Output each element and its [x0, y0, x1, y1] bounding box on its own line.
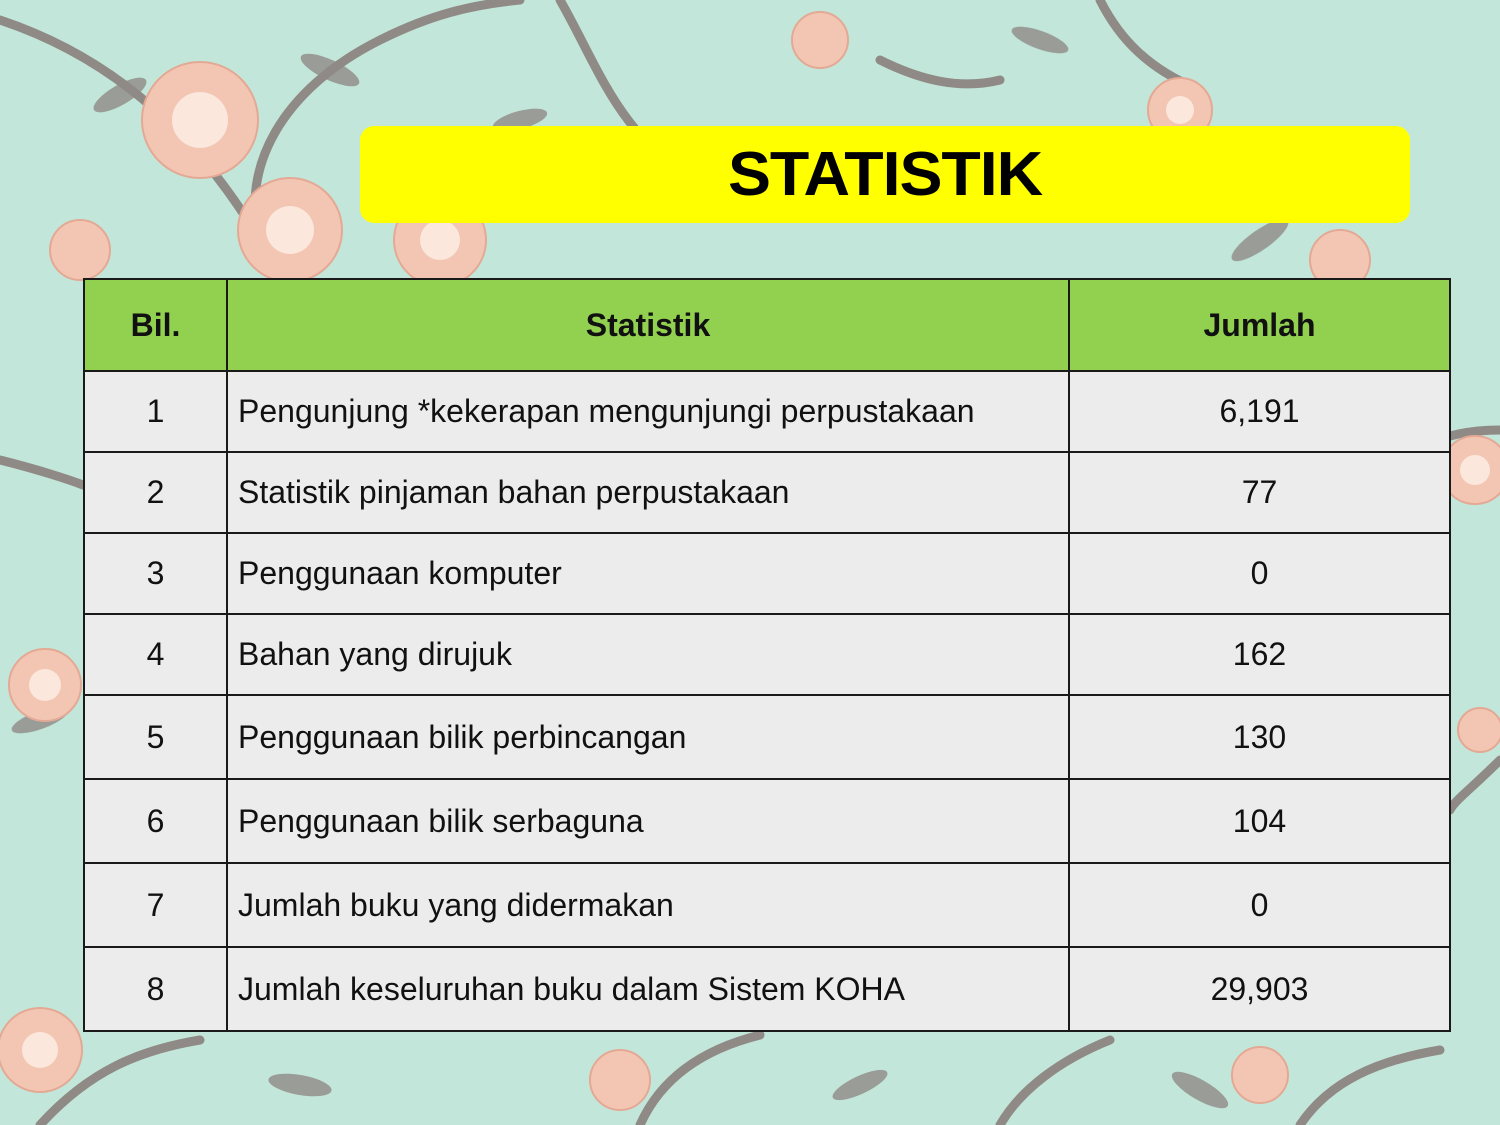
table-row	[84, 947, 1450, 1031]
row-statistic: Statistik pinjaman bahan perpustakaan	[227, 452, 1069, 533]
table-row	[84, 863, 1450, 947]
row-number: 7	[84, 863, 227, 947]
row-value: 0	[1069, 533, 1450, 614]
table-row	[84, 695, 1450, 779]
row-value: 130	[1069, 695, 1450, 779]
row-number: 5	[84, 695, 227, 779]
table-row	[84, 779, 1450, 863]
row-value: 162	[1069, 614, 1450, 695]
title-banner	[360, 126, 1410, 223]
row-number: 2	[84, 452, 227, 533]
row-number: 3	[84, 533, 227, 614]
row-number: 4	[84, 614, 227, 695]
row-number: 1	[84, 371, 227, 452]
row-statistic: Jumlah keseluruhan buku dalam Sistem KOHA	[227, 947, 1069, 1031]
table-row	[84, 533, 1450, 614]
header-statistik: Statistik	[227, 279, 1069, 371]
page-title: STATISTIK	[727, 140, 1043, 209]
header-jumlah: Jumlah	[1069, 279, 1450, 371]
table-row	[84, 614, 1450, 695]
table-header-row	[84, 279, 1450, 371]
table-row	[84, 371, 1450, 452]
row-statistic: Penggunaan bilik perbincangan	[227, 695, 1069, 779]
table-row	[84, 452, 1450, 533]
statistics-table	[83, 278, 1451, 1032]
row-statistic: Pengunjung *kekerapan mengunjungi perpustakaan	[227, 371, 1069, 452]
row-value: 29,903	[1069, 947, 1450, 1031]
row-value: 104	[1069, 779, 1450, 863]
row-value: 77	[1069, 452, 1450, 533]
header-bil: Bil.	[84, 279, 227, 371]
row-statistic: Jumlah buku yang didermakan	[227, 863, 1069, 947]
row-statistic: Bahan yang dirujuk	[227, 614, 1069, 695]
row-statistic: Penggunaan bilik serbaguna	[227, 779, 1069, 863]
row-value: 0	[1069, 863, 1450, 947]
row-number: 8	[84, 947, 227, 1031]
row-value: 6,191	[1069, 371, 1450, 452]
row-statistic: Penggunaan komputer	[227, 533, 1069, 614]
row-number: 6	[84, 779, 227, 863]
